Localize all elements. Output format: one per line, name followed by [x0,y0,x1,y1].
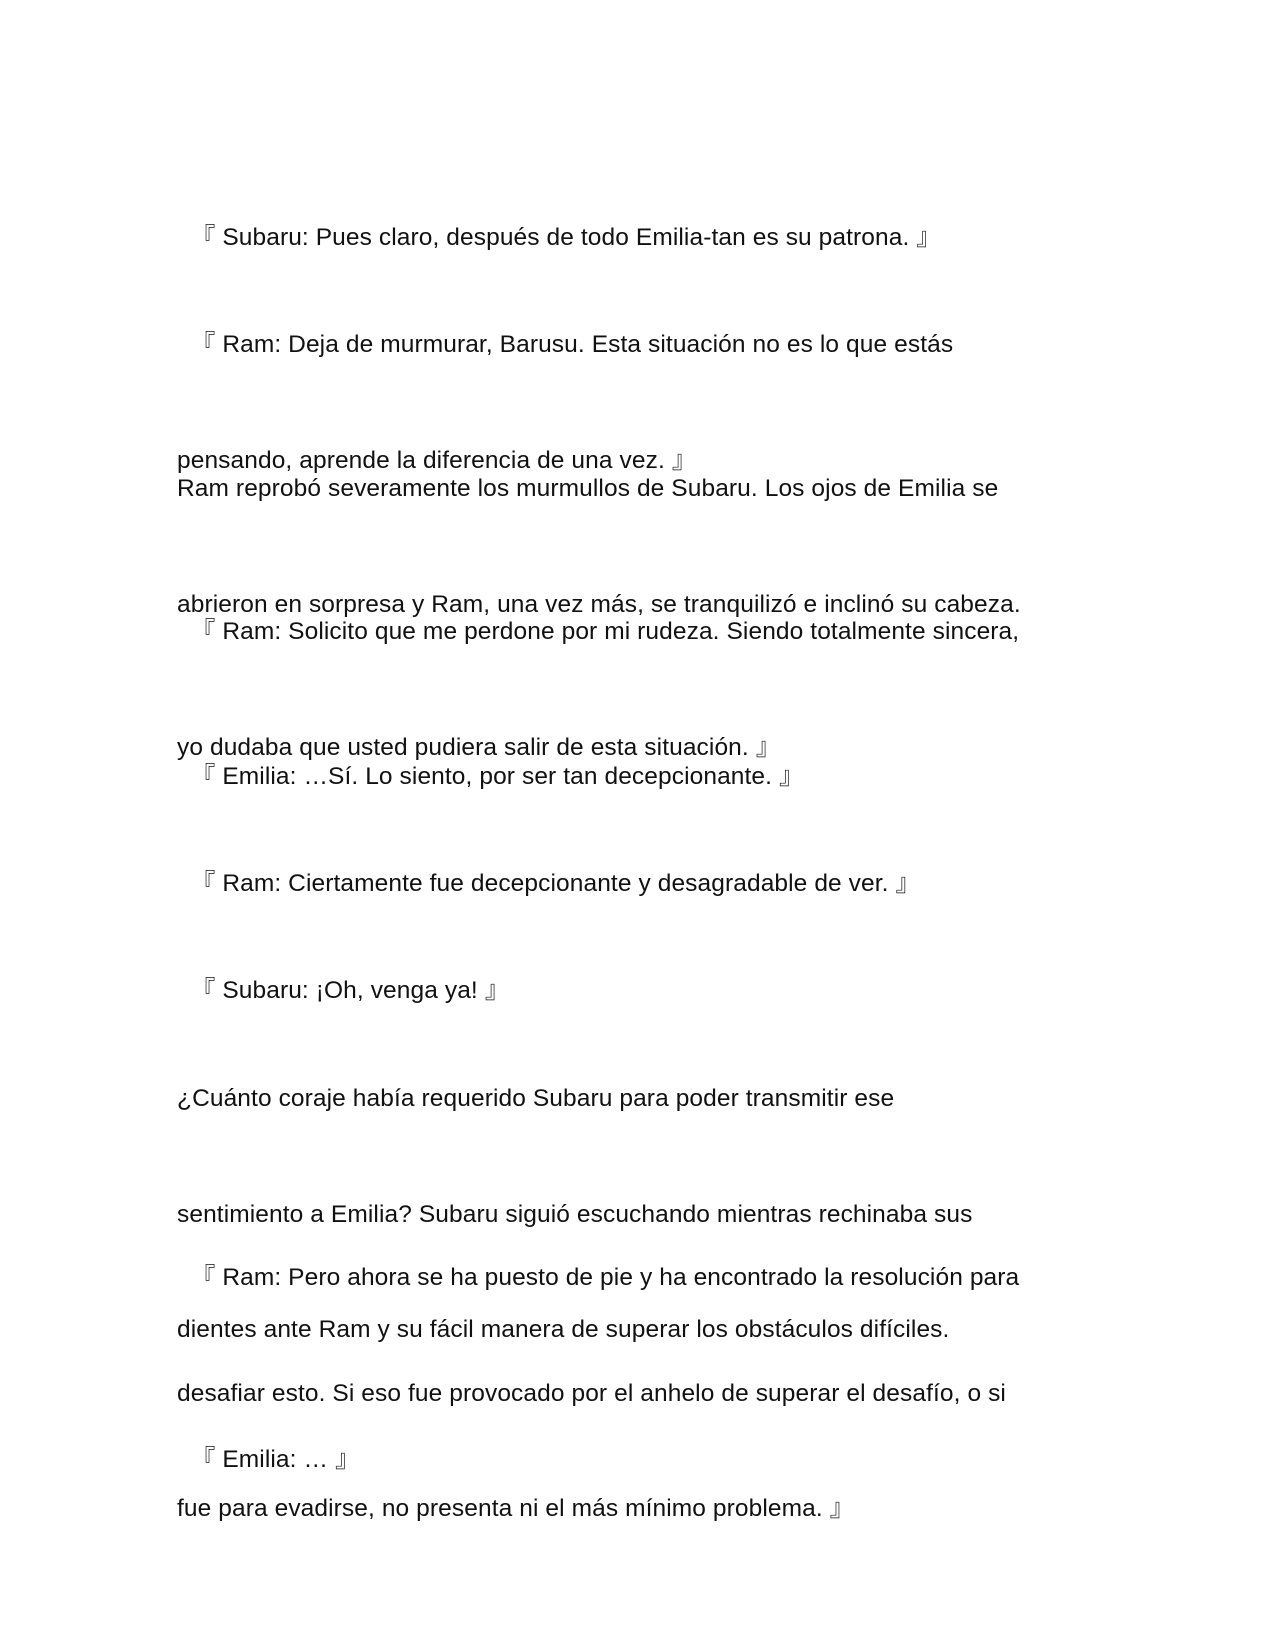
text-line: abrieron en sorpresa y Ram, una vez más, se tranquilizó e inclinó su cabeza. [177,590,1021,618]
text-line: 『 Ram: Pero ahora se ha puesto de pie y ha encontrado la resolución para [177,1264,1020,1291]
text-line: pensando, aprende la diferencia de una vez. 』 [177,446,697,474]
text-line: 『 Ram: Ciertamente fue decepcionante y desagradable de ver. 』 [177,870,921,897]
text-line: sentimiento a Emilia? Subaru siguió escuchando mientras rechinaba sus [177,1200,973,1228]
text-line: ¿Cuánto coraje había requerido Subaru para poder transmitir ese [177,1085,895,1112]
text-line: fue para evadirse, no presenta ni el más mínimo problema. 』 [177,1495,855,1522]
text-line: Ram reprobó severamente los murmullos de Subaru. Los ojos de Emilia se [177,475,999,502]
text-line: 『 Emilia: … 』 [177,1446,360,1473]
text-line: yo dudaba que usted pudiera salir de esta situación. 』 [177,733,781,761]
text-line: 『 Emilia: …Sí. Lo siento, por ser tan decepcionante. 』 [177,763,804,790]
text-line: 『 Subaru: ¡Oh, venga ya! 』 [177,977,510,1004]
text-line: 『 Ram: Deja de murmurar, Barusu. Esta situación no es lo que estás [177,331,954,358]
text-line: dientes ante Ram y su fácil manera de superar los obstáculos difíciles. [177,1316,950,1343]
text-line: 『 Ram: Solicito que me perdone por mi rudeza. Siendo totalmente sincera, [177,618,1020,645]
text-line: desafiar esto. Si eso fue provocado por el anhelo de superar el desafío, o si [177,1379,1006,1407]
dialogue-emilia-silence [177,1364,1097,1557]
text-line: 『 Subaru: Pues claro, después de todo Emilia-tan es su patrona. 』 [177,224,941,251]
